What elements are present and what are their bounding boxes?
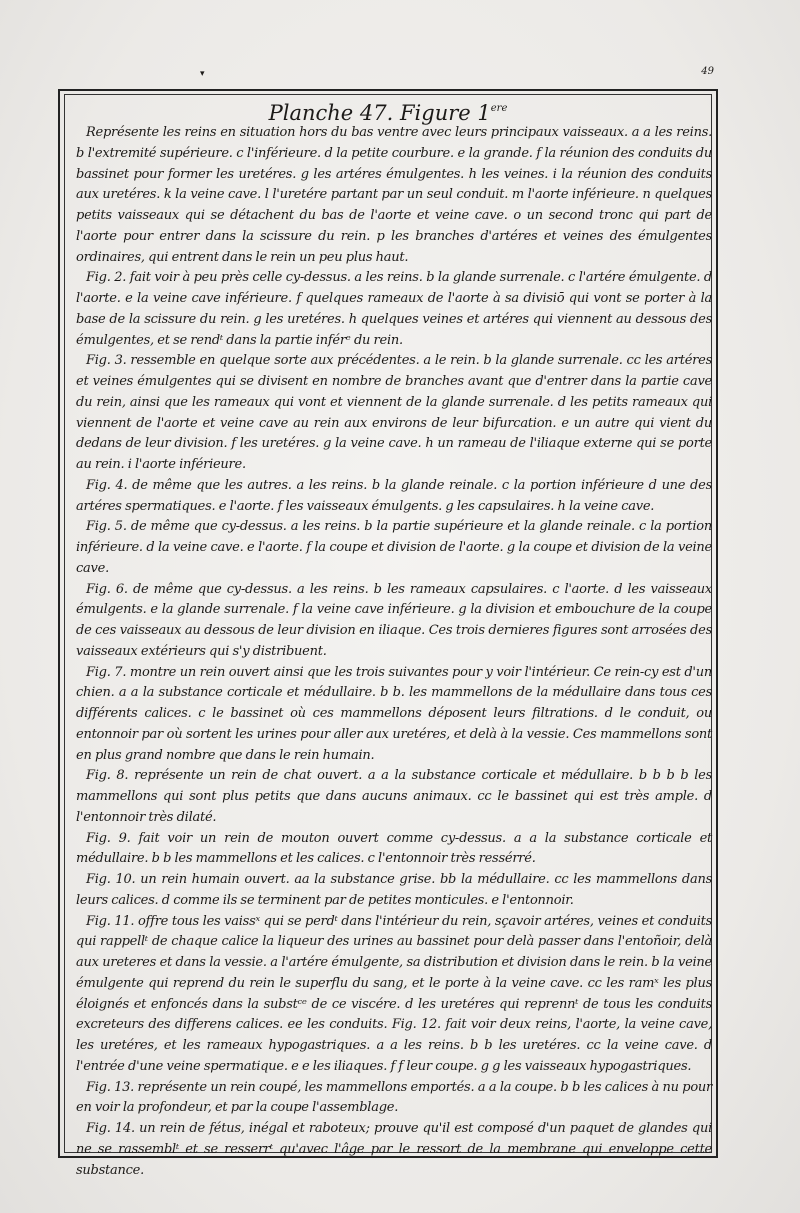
paragraph-figure-7: Fig. 7. montre un rein ouvert ainsi que les trois suivantes pour y voir l'intérieur. Ce rein-cy est d'un chien. a a la substance corticale et médullaire. b b. les mammellons de la médullaire dans tous ces différents calices. c le bassinet où ces mammellons déposent leurs filtrations. d le conduit, ou entonnoir par où sortent les urines pour aller aux uretéres, et delà à la vessie. Ces mammellons sont en plus grand nombre que dans le rein humain. xyxy=(76,664,712,763)
paragraph-figure-13: Fig. 13. représente un rein coupé, les mammellons emportés. a a la coupe. b b les calices à nu pour en voir la profondeur, et par la coupe l'assemblage. xyxy=(76,1079,712,1116)
paragraph-figure-10: Fig. 10. un rein humain ouvert. aa la substance grise. bb la médullaire. cc les mammellons dans leurs calices. d comme ils se terminent par de petites monticules. e l'entonnoir. xyxy=(76,872,712,908)
paragraph-figure-2: Fig. 2. fait voir à peu près celle cy-dessus. a les reins. b la glande surrenale. c l'artére émulgente. d l'aorte. e la veine cave inférieure. f quelques rameaux de l'aorte à sa divisiō qui vont se porter à la base de la scissure du rein. g les uretéres. h quelques veines et artéres qui viennent au dessous des émulgentes, et se rendᵗ dans la partie inférᵉ du rein. xyxy=(76,270,712,348)
plate-title xyxy=(64,96,712,126)
register-mark: ▾ xyxy=(200,69,205,79)
paragraph-figure-4: Fig. 4. de même que les autres. a les reins. b la glande reinale. c la portion inférieure d une des artéres spermatiques. e l'aorte. f les vaisseaux émulgents. g les capsulaires. h la veine cave. xyxy=(76,477,712,514)
paragraph-figure-8: Fig. 8. représente un rein de chat ouvert. a a la substance corticale et médullaire. b b b b les mammellons qui sont plus petits que dans aucuns animaux. cc le bassinet qui est très ample. d l'entonnoir très dilaté. xyxy=(76,768,712,825)
paragraph-figure-9: Fig. 9. fait voir un rein de mouton ouvert comme cy-dessus. a a la substance corticale et médullaire. b b les mammellons et les calices. c l'entonnoir très ressérré. xyxy=(76,830,712,867)
paragraph-figure-1: Représente les reins en situation hors du bas ventre avec leurs principaux vaisseaux. a a les reins. b l'extremité supérieure. c l'inférieure. d la petite courbure. e la grande. f la réunion des conduits du bassinet pour former les uretéres. g les artéres émulgentes. h les veines. i la réunion des conduits aux uretéres. k la veine cave. l l'uretére partant par un seul conduit. m l'aorte inférieure. n quelques petits vaisseaux qui se détachent du bas de l'aorte et veine cave. o un second tronc qui part de l'aorte pour entrer dans la scissure du rein. p les branches d'artéres et veines des émulgentes ordinaires, qui entrent dans le rein un peu plus haut. xyxy=(76,125,712,265)
paragraph-figure-11-12: Fig. 11. offre tous les vaissˣ qui se perdᵗ dans l'intérieur du rein, sçavoir artéres, veines et conduits qui rappellᵗ de chaque calice la liqueur des urines au bassinet pour delà passer dans l'entoñoir, delà aux ureteres et dans la vessie. a l'artére émulgente, sa distribution et division dans le rein. b la veine émulgente qui reprend du rein le superflu du sang, et le porte à la veine cave. cc les ramˣ les plus éloignés et enfoncés dans la substᶜᵉ de ce viscére. d les uretéres qui reprennᵗ de tous les conduits excreteurs des differens calices. ee les conduits. Fig. 12. fait voir deux reins, l'aorte, la veine cave, les uretéres, et les rameaux hypogastriques. a a les reins. b b les uretéres. cc la veine cave. d l'entrée d'une veine spermatique. e e les iliaques. f f leur coupe. g g les vaisseaux hypogastriques. xyxy=(76,913,712,1074)
paragraph-figure-6: Fig. 6. de même que cy-dessus. a les reins. b les rameaux capsulaires. c l'aorte. d les vaisseaux émulgents. e la glande surrenale. f la veine cave inférieure. g la division et embouchure de la coupe de ces vaisseaux au dessous de leur division en iliaque. Ces trois dernieres figures sont arrosées des vaisseaux extérieurs qui s'y distribuent. xyxy=(76,581,712,659)
plate-description xyxy=(76,123,712,1181)
paragraph-figure-3: Fig. 3. ressemble en quelque sorte aux précédentes. a le rein. b la glande surrenale. cc les artéres et veines émulgentes qui se divisent en nombre de branches avant que d'entrer dans la partie cave du rein, ainsi que les rameaux qui vont et viennent de la glande surrenale. d les petits rameaux qui viennent de l'aorte et veine cave au rein aux environs de leur bifurcation. e un autre qui vient du dedans de leur division. f les uretéres. g la veine cave. h un rameau de l'iliaque externe qui se porte au rein. i l'aorte inférieure. xyxy=(76,353,712,472)
paragraph-figure-5: Fig. 5. de même que cy-dessus. a les reins. b la partie supérieure et la glande reinale. c la portion inférieure. d la veine cave. e l'aorte. f la coupe et division de l'aorte. g la coupe et division de la veine cave. xyxy=(76,519,712,576)
page-number: 49 xyxy=(701,66,714,77)
plate-title-main: Planche 47. Figure 1 xyxy=(268,101,491,125)
plate-title-superscript: ere xyxy=(490,103,508,114)
paragraph-figure-14: Fig. 14. un rein de fétus, inégal et raboteux; prouve qu'il est composé d'un paquet de glandes qui ne se rassemblᵗ et se resserrᵗ qu'avec l'âge par le ressort de la membrane qui enveloppe cette substance. xyxy=(76,1121,712,1178)
